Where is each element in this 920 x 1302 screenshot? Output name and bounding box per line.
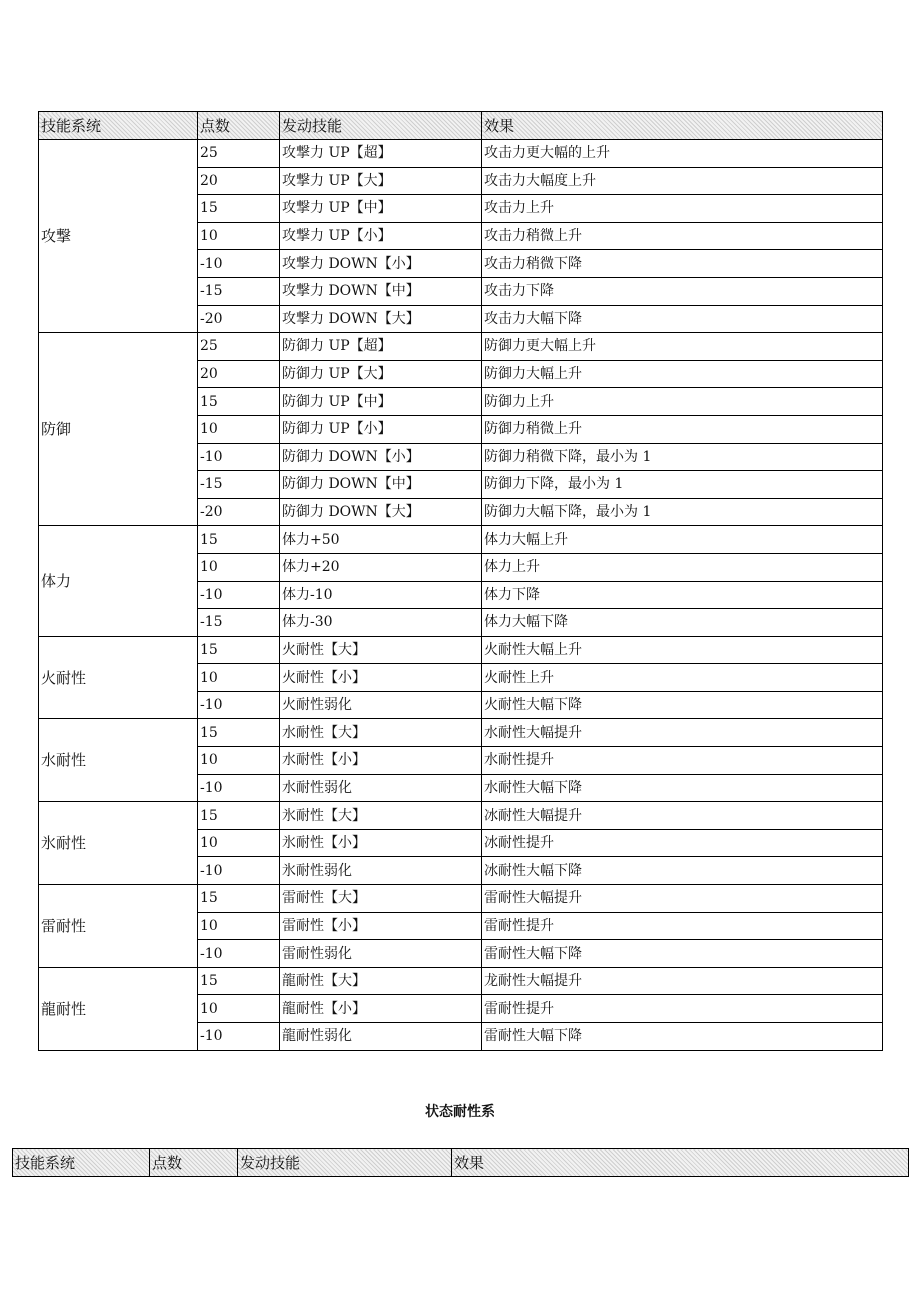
- activated-skill-cell: 体力+20: [280, 553, 482, 581]
- points-cell: 25: [198, 333, 280, 361]
- activated-skill-cell: 攻撃力 DOWN【大】: [280, 305, 482, 333]
- effect-cell: 火耐性大幅上升: [482, 636, 883, 664]
- points-cell: 10: [198, 553, 280, 581]
- points-cell: 10: [198, 415, 280, 443]
- activated-skill-cell: 防御力 UP【小】: [280, 415, 482, 443]
- activated-skill-cell: 龍耐性【小】: [280, 995, 482, 1023]
- table-header-row: [39, 112, 883, 140]
- table-row: [39, 333, 883, 361]
- table-row: [39, 526, 883, 554]
- status-header-points: 点数: [150, 1149, 238, 1177]
- effect-cell: 水耐性提升: [482, 747, 883, 775]
- effect-cell: 攻击力大幅度上升: [482, 167, 883, 195]
- activated-skill-cell: 火耐性【大】: [280, 636, 482, 664]
- points-cell: 10: [198, 995, 280, 1023]
- effect-cell: 体力下降: [482, 581, 883, 609]
- activated-skill-cell: 攻撃力 UP【超】: [280, 140, 482, 168]
- points-cell: -15: [198, 277, 280, 305]
- activated-skill-cell: 攻撃力 UP【中】: [280, 195, 482, 223]
- points-cell: 15: [198, 195, 280, 223]
- skills-table: [38, 111, 883, 1051]
- effect-cell: 火耐性大幅下降: [482, 691, 883, 719]
- activated-skill-cell: 体力-10: [280, 581, 482, 609]
- activated-skill-cell: 攻撃力 DOWN【小】: [280, 250, 482, 278]
- effect-cell: 雷耐性大幅下降: [482, 940, 883, 968]
- section-title: 状态耐性系: [425, 1104, 495, 1120]
- header-points: 点数: [198, 112, 280, 140]
- activated-skill-cell: 雷耐性【小】: [280, 912, 482, 940]
- skill-system-cell: 火耐性: [39, 636, 198, 719]
- effect-cell: 防御力上升: [482, 388, 883, 416]
- points-cell: 10: [198, 912, 280, 940]
- points-cell: -10: [198, 857, 280, 885]
- points-cell: -15: [198, 471, 280, 499]
- effect-cell: 体力大幅上升: [482, 526, 883, 554]
- effect-cell: 攻击力稍微上升: [482, 222, 883, 250]
- activated-skill-cell: 防御力 UP【超】: [280, 333, 482, 361]
- skill-system-cell: 氷耐性: [39, 802, 198, 885]
- effect-cell: 雷耐性提升: [482, 912, 883, 940]
- points-cell: 15: [198, 967, 280, 995]
- points-cell: -20: [198, 305, 280, 333]
- points-cell: 25: [198, 140, 280, 168]
- points-cell: 10: [198, 222, 280, 250]
- table-row: [39, 802, 883, 830]
- activated-skill-cell: 龍耐性弱化: [280, 1023, 482, 1051]
- effect-cell: 冰耐性提升: [482, 829, 883, 857]
- skill-system-cell: 攻撃: [39, 140, 198, 333]
- effect-cell: 攻击力稍微下降: [482, 250, 883, 278]
- effect-cell: 攻击力更大幅的上升: [482, 140, 883, 168]
- activated-skill-cell: 水耐性弱化: [280, 774, 482, 802]
- points-cell: 20: [198, 167, 280, 195]
- points-cell: 15: [198, 388, 280, 416]
- points-cell: -10: [198, 691, 280, 719]
- activated-skill-cell: 体力+50: [280, 526, 482, 554]
- effect-cell: 雷耐性提升: [482, 995, 883, 1023]
- activated-skill-cell: 氷耐性【大】: [280, 802, 482, 830]
- activated-skill-cell: 水耐性【小】: [280, 747, 482, 775]
- points-cell: -10: [198, 581, 280, 609]
- effect-cell: 防御力更大幅上升: [482, 333, 883, 361]
- points-cell: 15: [198, 885, 280, 913]
- skill-system-cell: 水耐性: [39, 719, 198, 802]
- activated-skill-cell: 防御力 UP【中】: [280, 388, 482, 416]
- effect-cell: 攻击力大幅下降: [482, 305, 883, 333]
- activated-skill-cell: 防御力 DOWN【中】: [280, 471, 482, 499]
- points-cell: 10: [198, 664, 280, 692]
- status-table-header-row: [13, 1149, 909, 1177]
- points-cell: 15: [198, 719, 280, 747]
- skill-system-cell: 防御: [39, 333, 198, 526]
- points-cell: 15: [198, 802, 280, 830]
- effect-cell: 攻击力上升: [482, 195, 883, 223]
- activated-skill-cell: 防御力 UP【大】: [280, 360, 482, 388]
- activated-skill-cell: 防御力 DOWN【小】: [280, 443, 482, 471]
- effect-cell: 防御力稍微上升: [482, 415, 883, 443]
- status-header-activated-skill: 发动技能: [238, 1149, 452, 1177]
- activated-skill-cell: 龍耐性【大】: [280, 967, 482, 995]
- effect-cell: 防御力下降，最小为 1: [482, 471, 883, 499]
- activated-skill-cell: 雷耐性【大】: [280, 885, 482, 913]
- activated-skill-cell: 水耐性【大】: [280, 719, 482, 747]
- activated-skill-cell: 氷耐性【小】: [280, 829, 482, 857]
- table-row: [39, 967, 883, 995]
- points-cell: 10: [198, 747, 280, 775]
- effect-cell: 防御力大幅下降，最小为 1: [482, 498, 883, 526]
- points-cell: -10: [198, 940, 280, 968]
- points-cell: -15: [198, 609, 280, 637]
- skill-system-cell: 龍耐性: [39, 967, 198, 1050]
- activated-skill-cell: 防御力 DOWN【大】: [280, 498, 482, 526]
- status-header-skill-system: 技能系统: [13, 1149, 150, 1177]
- points-cell: -20: [198, 498, 280, 526]
- activated-skill-cell: 火耐性弱化: [280, 691, 482, 719]
- table-row: [39, 885, 883, 913]
- skills-table-body: [39, 140, 883, 1051]
- effect-cell: 防御力稍微下降，最小为 1: [482, 443, 883, 471]
- activated-skill-cell: 攻撃力 UP【大】: [280, 167, 482, 195]
- activated-skill-cell: 氷耐性弱化: [280, 857, 482, 885]
- activated-skill-cell: 攻撃力 DOWN【中】: [280, 277, 482, 305]
- activated-skill-cell: 火耐性【小】: [280, 664, 482, 692]
- points-cell: -10: [198, 250, 280, 278]
- points-cell: 15: [198, 526, 280, 554]
- table-row: [39, 636, 883, 664]
- activated-skill-cell: 攻撃力 UP【小】: [280, 222, 482, 250]
- effect-cell: 体力上升: [482, 553, 883, 581]
- effect-cell: 冰耐性大幅下降: [482, 857, 883, 885]
- points-cell: 10: [198, 829, 280, 857]
- header-activated-skill: 发动技能: [280, 112, 482, 140]
- effect-cell: 冰耐性大幅提升: [482, 802, 883, 830]
- activated-skill-cell: 体力-30: [280, 609, 482, 637]
- points-cell: -10: [198, 774, 280, 802]
- points-cell: 15: [198, 636, 280, 664]
- header-skill-system: 技能系统: [39, 112, 198, 140]
- points-cell: 20: [198, 360, 280, 388]
- effect-cell: 雷耐性大幅下降: [482, 1023, 883, 1051]
- skill-system-cell: 体力: [39, 526, 198, 636]
- status-resistance-table: [12, 1148, 909, 1177]
- effect-cell: 龙耐性大幅提升: [482, 967, 883, 995]
- activated-skill-cell: 雷耐性弱化: [280, 940, 482, 968]
- effect-cell: 雷耐性大幅提升: [482, 885, 883, 913]
- effect-cell: 攻击力下降: [482, 277, 883, 305]
- table-row: [39, 719, 883, 747]
- effect-cell: 体力大幅下降: [482, 609, 883, 637]
- skill-system-cell: 雷耐性: [39, 885, 198, 968]
- effect-cell: 火耐性上升: [482, 664, 883, 692]
- effect-cell: 防御力大幅上升: [482, 360, 883, 388]
- effect-cell: 水耐性大幅下降: [482, 774, 883, 802]
- effect-cell: 水耐性大幅提升: [482, 719, 883, 747]
- points-cell: -10: [198, 443, 280, 471]
- table-row: [39, 140, 883, 168]
- header-effect: 效果: [482, 112, 883, 140]
- points-cell: -10: [198, 1023, 280, 1051]
- status-header-effect: 效果: [452, 1149, 909, 1177]
